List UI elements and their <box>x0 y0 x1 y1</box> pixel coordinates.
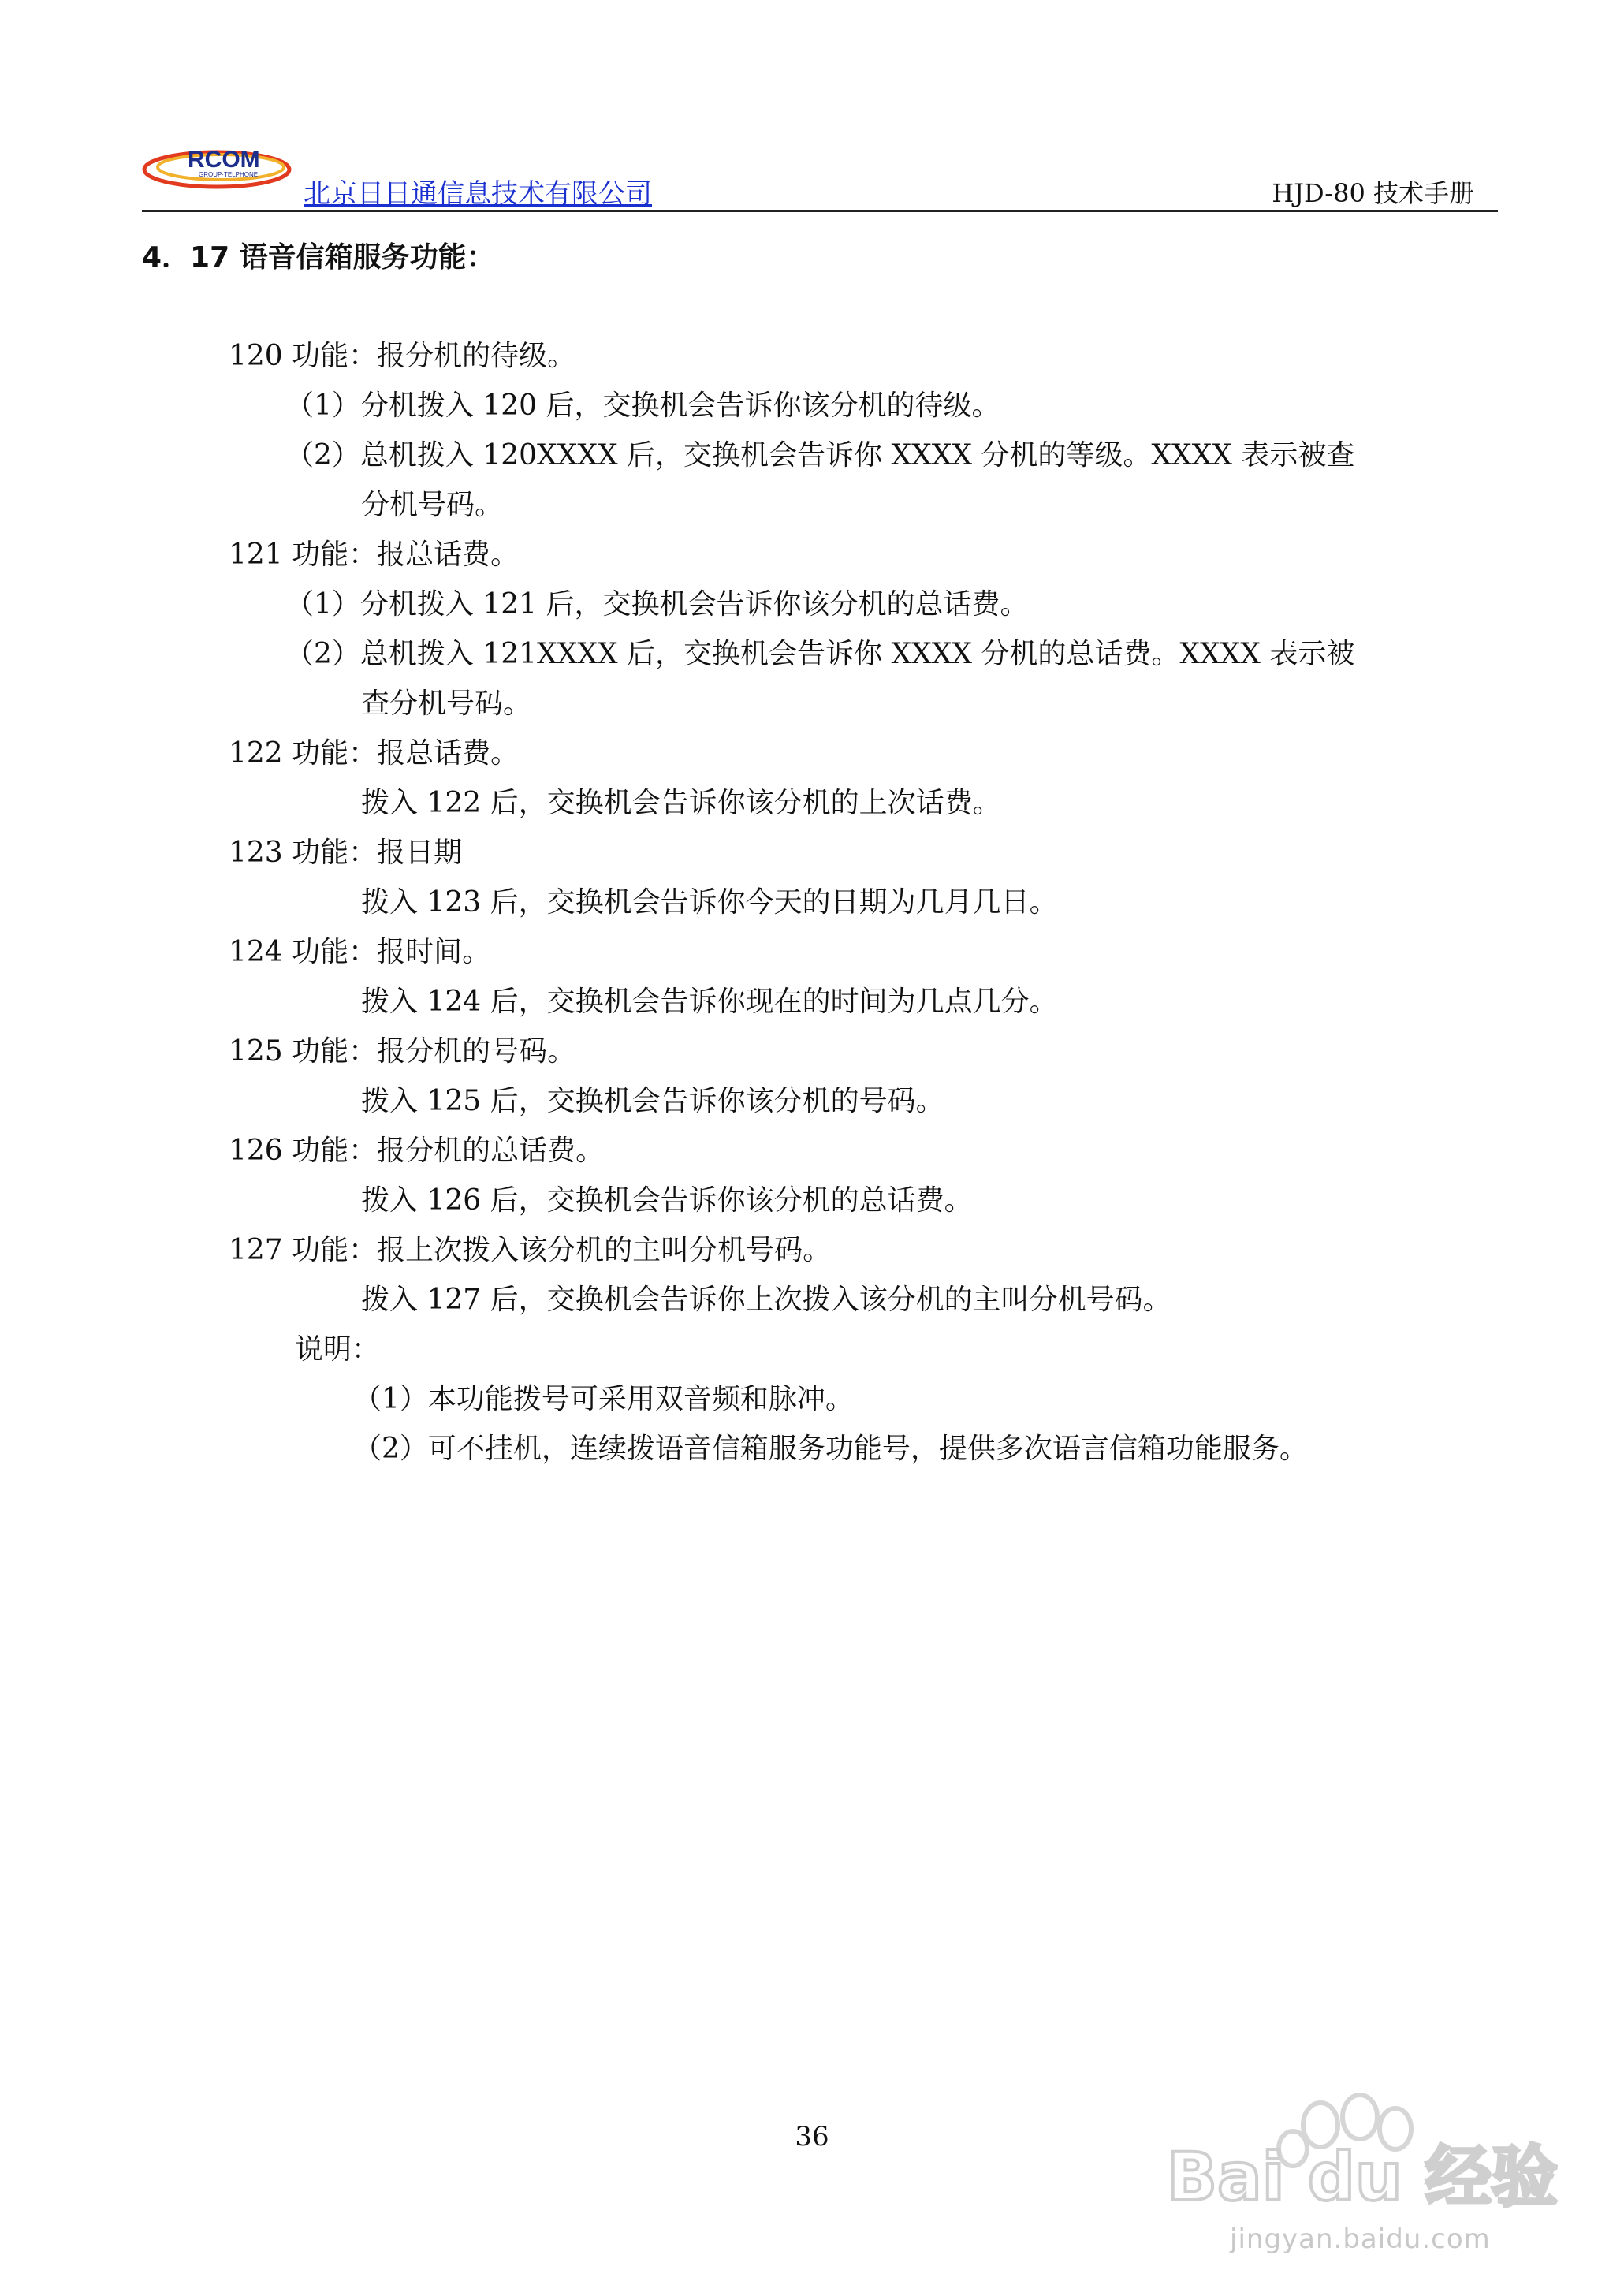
text-line: （2）总机拨入 121XXXX 后，交换机会告诉你 XXXX 分机的总话费。XXXX 表示被 <box>285 638 1355 670</box>
text-line: 拨入 127 后，交换机会告诉你上次拨入该分机的主叫分机号码。 <box>361 1284 1171 1316</box>
text-line: 123 功能：报日期 <box>229 837 463 869</box>
text-line: 122 功能：报总话费。 <box>229 737 520 770</box>
svg-text:GROUP·TELPHONE: GROUP·TELPHONE <box>199 171 259 178</box>
page-header <box>142 134 1498 213</box>
text-line: （1）分机拨入 120 后，交换机会告诉你该分机的待级。 <box>285 390 1000 422</box>
text-line: （1）分机拨入 121 后，交换机会告诉你该分机的总话费。 <box>285 588 1029 621</box>
text-line: （2）总机拨入 120XXXX 后，交换机会告诉你 XXXX 分机的等级。XXXX 表示被查 <box>285 439 1355 472</box>
text-line: 拨入 124 后，交换机会告诉你现在的时间为几点几分。 <box>361 986 1058 1018</box>
text-line: 拨入 122 后，交换机会告诉你该分机的上次话费。 <box>361 787 1001 819</box>
section-title: 4．17 语音信箱服务功能： <box>142 241 495 274</box>
text-line: 124 功能：报时间。 <box>229 936 491 968</box>
text-line: （1）本功能拨号可采用双音频和脉冲。 <box>353 1383 854 1415</box>
text-line: 127 功能：报上次拨入该分机的主叫分机号码。 <box>229 1234 832 1266</box>
svg-text:RCOM: RCOM <box>188 147 260 173</box>
header-divider <box>142 210 1498 212</box>
watermark-url: jingyan.baidu.com <box>1230 2223 1491 2255</box>
text-line: 分机号码。 <box>361 489 504 521</box>
svg-text:Bai du 经验: Bai du 经验 <box>1167 2138 1558 2216</box>
text-line: 拨入 126 后，交换机会告诉你该分机的总话费。 <box>361 1184 973 1217</box>
rcom-logo <box>142 134 292 197</box>
text-line: 查分机号码。 <box>361 688 532 720</box>
manual-title: HJD-80 技术手册 <box>1272 178 1474 208</box>
text-line: 说明： <box>295 1333 381 1366</box>
company-link[interactable]: 北京日日通信息技术有限公司 <box>304 178 652 210</box>
text-line: 125 功能：报分机的号码。 <box>229 1035 576 1068</box>
text-line: 121 功能：报总话费。 <box>229 539 520 571</box>
text-line: （2）可不挂机，连续拨语音信箱服务功能号，提供多次语言信箱功能服务。 <box>353 1433 1308 1465</box>
text-line: 拨入 125 后，交换机会告诉你该分机的号码。 <box>361 1085 944 1117</box>
text-line: 拨入 123 后，交换机会告诉你今天的日期为几月几日。 <box>361 886 1058 919</box>
text-line: 120 功能：报分机的待级。 <box>229 340 576 372</box>
text-line: 126 功能：报分机的总话费。 <box>229 1135 605 1167</box>
page-number: 36 <box>795 2121 829 2152</box>
